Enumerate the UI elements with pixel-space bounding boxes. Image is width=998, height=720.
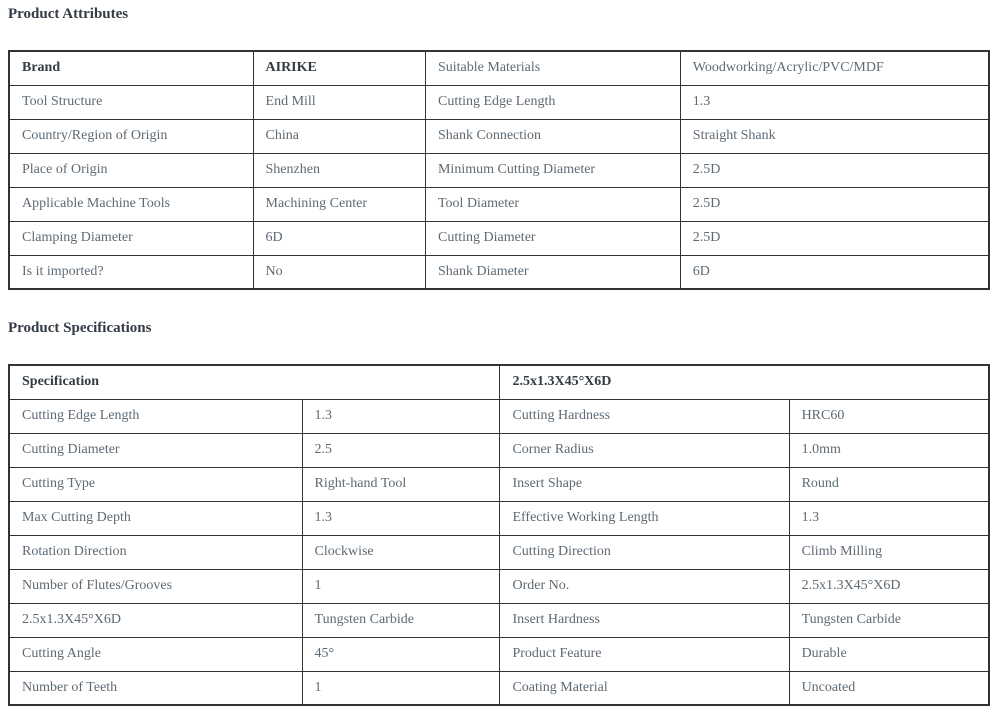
table-cell: Number of Flutes/Grooves — [9, 569, 302, 603]
table-cell: Climb Milling — [789, 535, 989, 569]
table-cell: Clockwise — [302, 535, 500, 569]
table-cell: Minimum Cutting Diameter — [425, 153, 680, 187]
table-cell: Cutting Diameter — [9, 433, 302, 467]
table-cell: Order No. — [500, 569, 789, 603]
table-cell: Brand — [9, 51, 253, 85]
table-cell: 1.3 — [302, 501, 500, 535]
table-cell: Cutting Direction — [500, 535, 789, 569]
table-cell: Cutting Angle — [9, 637, 302, 671]
table-cell: 1.0mm — [789, 433, 989, 467]
table-cell: Clamping Diameter — [9, 221, 253, 255]
table-cell: 1 — [302, 671, 500, 705]
table-cell: Shank Diameter — [425, 255, 680, 289]
table-cell: HRC60 — [789, 399, 989, 433]
table-cell: Number of Teeth — [9, 671, 302, 705]
table-cell: 1.3 — [789, 501, 989, 535]
product-attributes-title: Product Attributes — [8, 6, 129, 22]
table-row — [9, 671, 989, 705]
table-cell: Coating Material — [500, 671, 789, 705]
table-row — [9, 187, 989, 221]
table-row — [9, 637, 989, 671]
table-cell: Cutting Edge Length — [425, 85, 680, 119]
table-cell: End Mill — [253, 85, 425, 119]
table-row — [9, 501, 989, 535]
table-cell: 2.5D — [680, 221, 989, 255]
table-cell: 2.5x1.3X45°X6D — [9, 603, 302, 637]
table-cell: Shenzhen — [253, 153, 425, 187]
table-cell: Applicable Machine Tools — [9, 187, 253, 221]
table-cell: Machining Center — [253, 187, 425, 221]
table-cell: Tungsten Carbide — [302, 603, 500, 637]
table-row — [9, 467, 989, 501]
table-cell: 2.5D — [680, 153, 989, 187]
table-cell: 2.5x1.3X45°X6D — [789, 569, 989, 603]
table-row — [9, 85, 989, 119]
table-cell: 2.5x1.3X45°X6D — [500, 365, 989, 399]
table-cell: Durable — [789, 637, 989, 671]
table-cell: Insert Hardness — [500, 603, 789, 637]
table-cell: Effective Working Length — [500, 501, 789, 535]
table-cell: Round — [789, 467, 989, 501]
table-row — [9, 399, 989, 433]
table-cell: 6D — [680, 255, 989, 289]
table-row — [9, 51, 989, 85]
table-cell: Uncoated — [789, 671, 989, 705]
table-row — [9, 119, 989, 153]
table-cell: 6D — [253, 221, 425, 255]
table-cell: AIRIKE — [253, 51, 425, 85]
table-cell: China — [253, 119, 425, 153]
table-cell: Straight Shank — [680, 119, 989, 153]
table-cell: 2.5 — [302, 433, 500, 467]
table-cell: Right-hand Tool — [302, 467, 500, 501]
table-cell: Cutting Type — [9, 467, 302, 501]
product-attributes-table — [8, 50, 990, 290]
table-cell: Rotation Direction — [9, 535, 302, 569]
table-row — [9, 221, 989, 255]
table-cell: Cutting Edge Length — [9, 399, 302, 433]
table-row — [9, 603, 989, 637]
table-cell: 1.3 — [302, 399, 500, 433]
product-specifications-title: Product Specifications — [8, 320, 152, 336]
table-cell: Cutting Hardness — [500, 399, 789, 433]
product-specifications-table — [8, 364, 990, 706]
table-cell: Insert Shape — [500, 467, 789, 501]
table-row — [9, 365, 989, 399]
table-row — [9, 535, 989, 569]
table-row — [9, 569, 989, 603]
table-cell: Shank Connection — [425, 119, 680, 153]
table-cell: Corner Radius — [500, 433, 789, 467]
table-cell: Country/Region of Origin — [9, 119, 253, 153]
table-cell: 1.3 — [680, 85, 989, 119]
table-cell: 2.5D — [680, 187, 989, 221]
table-row — [9, 433, 989, 467]
table-cell: Tool Diameter — [425, 187, 680, 221]
table-cell: Max Cutting Depth — [9, 501, 302, 535]
table-cell: Place of Origin — [9, 153, 253, 187]
table-cell: Is it imported? — [9, 255, 253, 289]
table-row — [9, 255, 989, 289]
table-cell: Tool Structure — [9, 85, 253, 119]
table-cell: Cutting Diameter — [425, 221, 680, 255]
table-cell: 45° — [302, 637, 500, 671]
table-cell: No — [253, 255, 425, 289]
table-cell: Tungsten Carbide — [789, 603, 989, 637]
table-row — [9, 153, 989, 187]
table-cell: Suitable Materials — [425, 51, 680, 85]
table-cell: 1 — [302, 569, 500, 603]
table-cell: Specification — [9, 365, 500, 399]
table-cell: Product Feature — [500, 637, 789, 671]
table-cell: Woodworking/Acrylic/PVC/MDF — [680, 51, 989, 85]
